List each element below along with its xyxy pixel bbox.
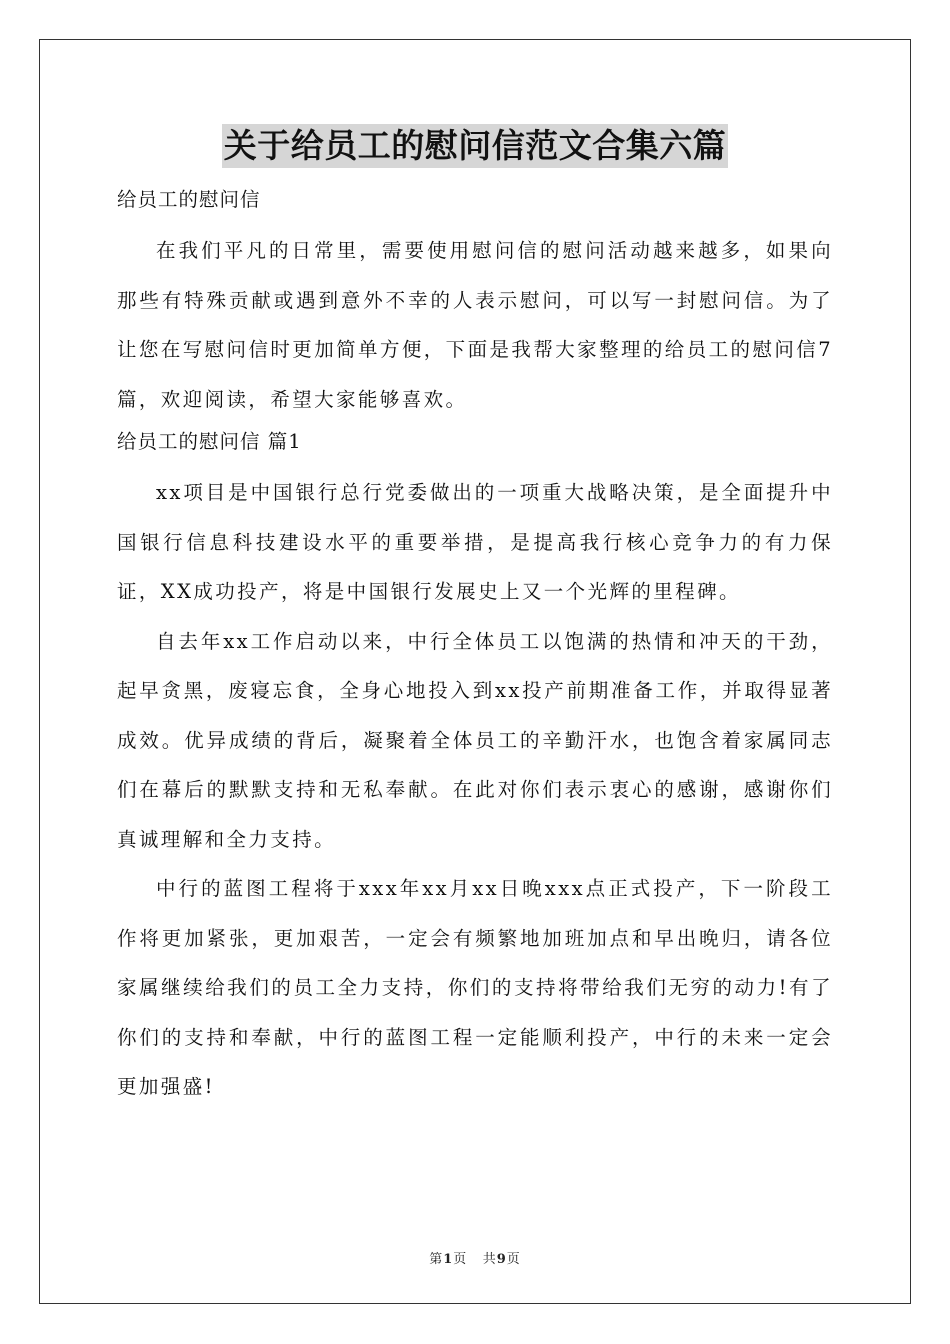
total-label-unit: 页: [506, 1252, 521, 1267]
page-label-prefix: 第: [429, 1252, 444, 1267]
document-body: [117, 124, 833, 1112]
page-label-unit: 页: [453, 1252, 468, 1267]
current-page-number: 1: [443, 1252, 454, 1267]
document-title: 关于给员工的慰问信范文合集六篇: [222, 124, 729, 168]
title-container: [117, 124, 833, 170]
page-footer: [0, 1248, 950, 1267]
paragraph: 自去年xx工作启动以来，中行全体员工以饱满的热情和冲天的干劲，起早贪黑，废寝忘食，全身心地投入到xx投产前期准备工作，并取得显著成效。优异成绩的背后，凝聚着全体员工的辛勤汗水，也饱含着家属同志们在幕后的默默支持和无私奉献。在此对你们表示衷心的感谢，感谢你们真诚理解和全力支持。: [117, 629, 833, 851]
section-heading: 给员工的慰问信: [117, 188, 261, 211]
total-label-prefix: 共: [482, 1252, 497, 1267]
paragraph: xx项目是中国银行总行党委做出的一项重大战略决策，是全面提升中国银行信息科技建设水平的重要举措，是提高我行核心竞争力的有力保证，XX成功投产，将是中国银行发展史上又一个光辉的里程碑。: [117, 481, 833, 603]
paragraph: 中行的蓝图工程将于xxx年xx月xx日晚xxx点正式投产，下一阶段工作将更加紧张，更加艰苦，一定会有频繁地加班加点和早出晚归，请各位家属继续给我们的员工全力支持，你们的支持将带给我们无穷的动力!有了你们的支持和奉献，中行的蓝图工程一定能顺利投产，中行的未来一定会更加强盛!: [117, 877, 833, 1098]
paragraph: 在我们平凡的日常里，需要使用慰问信的慰问活动越来越多，如果向那些有特殊贡献或遇到意外不幸的人表示慰问，可以写一封慰问信。为了让您在写慰问信时更加简单方便，下面是我帮大家整理的给员工的慰问信7篇，欢迎阅读，希望大家能够喜欢。: [117, 239, 833, 411]
total-page-count: 9: [496, 1252, 507, 1267]
section-heading: 给员工的慰问信 篇1: [117, 430, 302, 453]
